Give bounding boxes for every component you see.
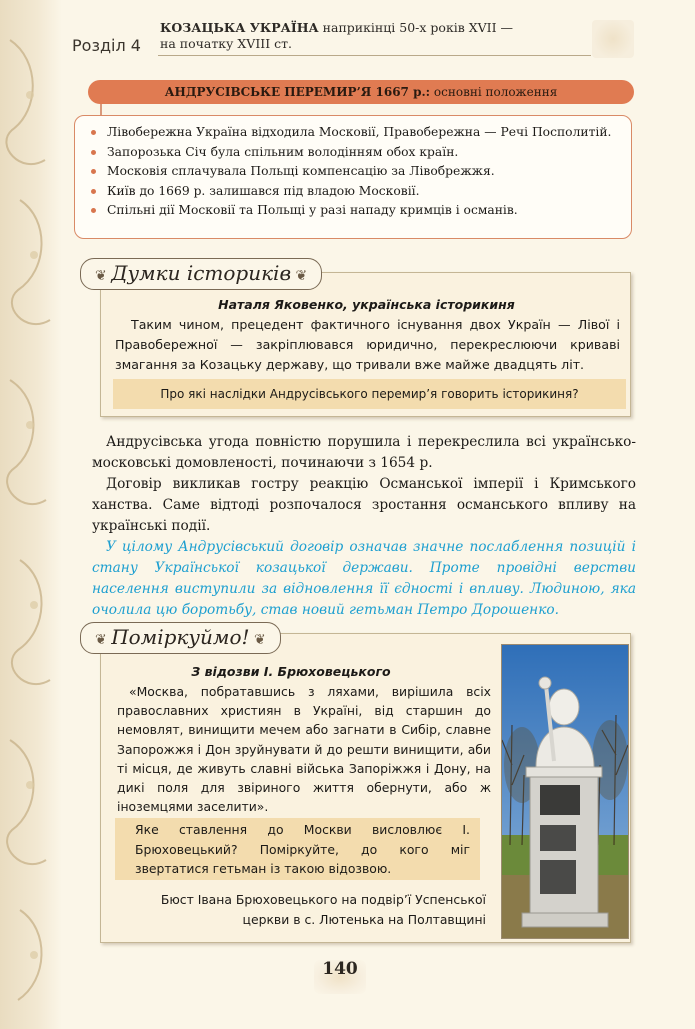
bullet-icon (91, 189, 96, 194)
bullet-icon (91, 208, 96, 213)
historian-quote: Таким чином, прецедент фактичного існування двох Україн — Лівої і Правобережної — закріплювався юридично, перекреслюючи криваві змагання за Козацьку державу, що тривали вже майже двадцять літ. (115, 317, 620, 372)
scroll-ornament-icon: ❦ (95, 268, 112, 284)
header-divider (158, 55, 591, 56)
bust-monument-image (502, 645, 628, 938)
historians-box (100, 272, 631, 417)
list-item: Московія сплачувала Польщі компенсацію за Лівобрежжя. (89, 162, 619, 182)
chapter-title (160, 20, 590, 52)
treaty-banner (88, 80, 634, 104)
scroll-ornament-icon: ❦ (95, 632, 112, 648)
bullet-icon (91, 130, 96, 135)
treaty-points-list (89, 123, 619, 221)
treaty-points-box (74, 115, 632, 239)
page-number: 140 (300, 962, 380, 998)
chapter-title-line2: на початку XVIII ст. (160, 36, 292, 51)
scroll-ornament-icon: ❦ (249, 632, 266, 648)
chapter-title-bold: КОЗАЦЬКА УКРАЇНА (160, 20, 319, 35)
historian-question: Про які наслідки Андрусівського перемир’я говорить історикиня? (113, 379, 626, 409)
highlighted-paragraph: У цілому Андрусівський договір означав значне послаблення позицій і стану Української козацької держави. Проте провідні верстви населення виступили за відновлення її єдності і впливу. Людиною, яка очолила цю боротьбу, став новий гетьман Петро Дорошенко. (92, 539, 636, 618)
think-tag: ❦ Поміркуймо! ❦ (80, 622, 281, 654)
source-title: З відозви І. Брюховецького (191, 664, 391, 679)
historian-author: Наталя Яковенко, українська історикиня (218, 297, 515, 312)
think-task: Яке ставлення до Москви висловлює І. Брюховецький? Поміркуйте, до кого міг звертатися гетьман із такою відозвою. (115, 818, 480, 880)
list-item: Спільні дії Московії та Польщі у разі нападу кримців і османів. (89, 201, 619, 221)
section-label: Розділ 4 (72, 36, 141, 55)
source-quote: «Москва, побратавшись з ляхами, вирішила всіх православних християн в Україні, від старшин до немовлят, винищити мечем або загнати в Сибір, славне Запорожжя і Дон зруйнувати й до решти винищити, аби ті місця, де живуть славні війська Запоріжжя і Дону, на дикі поля для звіриного життя обернути, або ж іноземцями заселити». (117, 684, 491, 815)
historians-tag: ❦ Думки істориків ❦ (80, 258, 322, 290)
bullet-icon (91, 150, 96, 155)
main-text (92, 432, 636, 621)
treaty-banner-bold: АНДРУСІВСЬКЕ ПЕРЕМИР’Я 1667 р.: (164, 85, 431, 99)
header-ornament (592, 20, 634, 58)
think-box (100, 633, 631, 943)
bullet-icon (91, 169, 96, 174)
paragraph: Договір викликав гостру реакцію Османської імперії і Кримського ханства. Саме відтоді розпочалося зростання османського впливу на українські події. (92, 476, 636, 534)
paragraph: Андрусівська угода повністю порушила і перекреслила всі українсько-московські домовленості, починаючи з 1654 р. (92, 434, 636, 471)
chapter-title-rest: наприкінці 50-х років XVII — (318, 20, 514, 35)
scroll-ornament-icon: ❦ (291, 268, 308, 284)
bust-photo (501, 644, 629, 939)
list-item: Лівобережна Україна відходила Московії, Правобережна — Речі Посполитій. (89, 123, 619, 143)
photo-caption: Бюст Івана Брюховецького на подвір’ї Успенської церкви в с. Лютенька на Полтавщині (160, 892, 486, 927)
list-item: Київ до 1669 р. залишався під владою Московії. (89, 182, 619, 202)
list-item: Запорозька Січ була спільним володінням обох країн. (89, 143, 619, 163)
treaty-banner-rest: основні положення (430, 85, 558, 99)
